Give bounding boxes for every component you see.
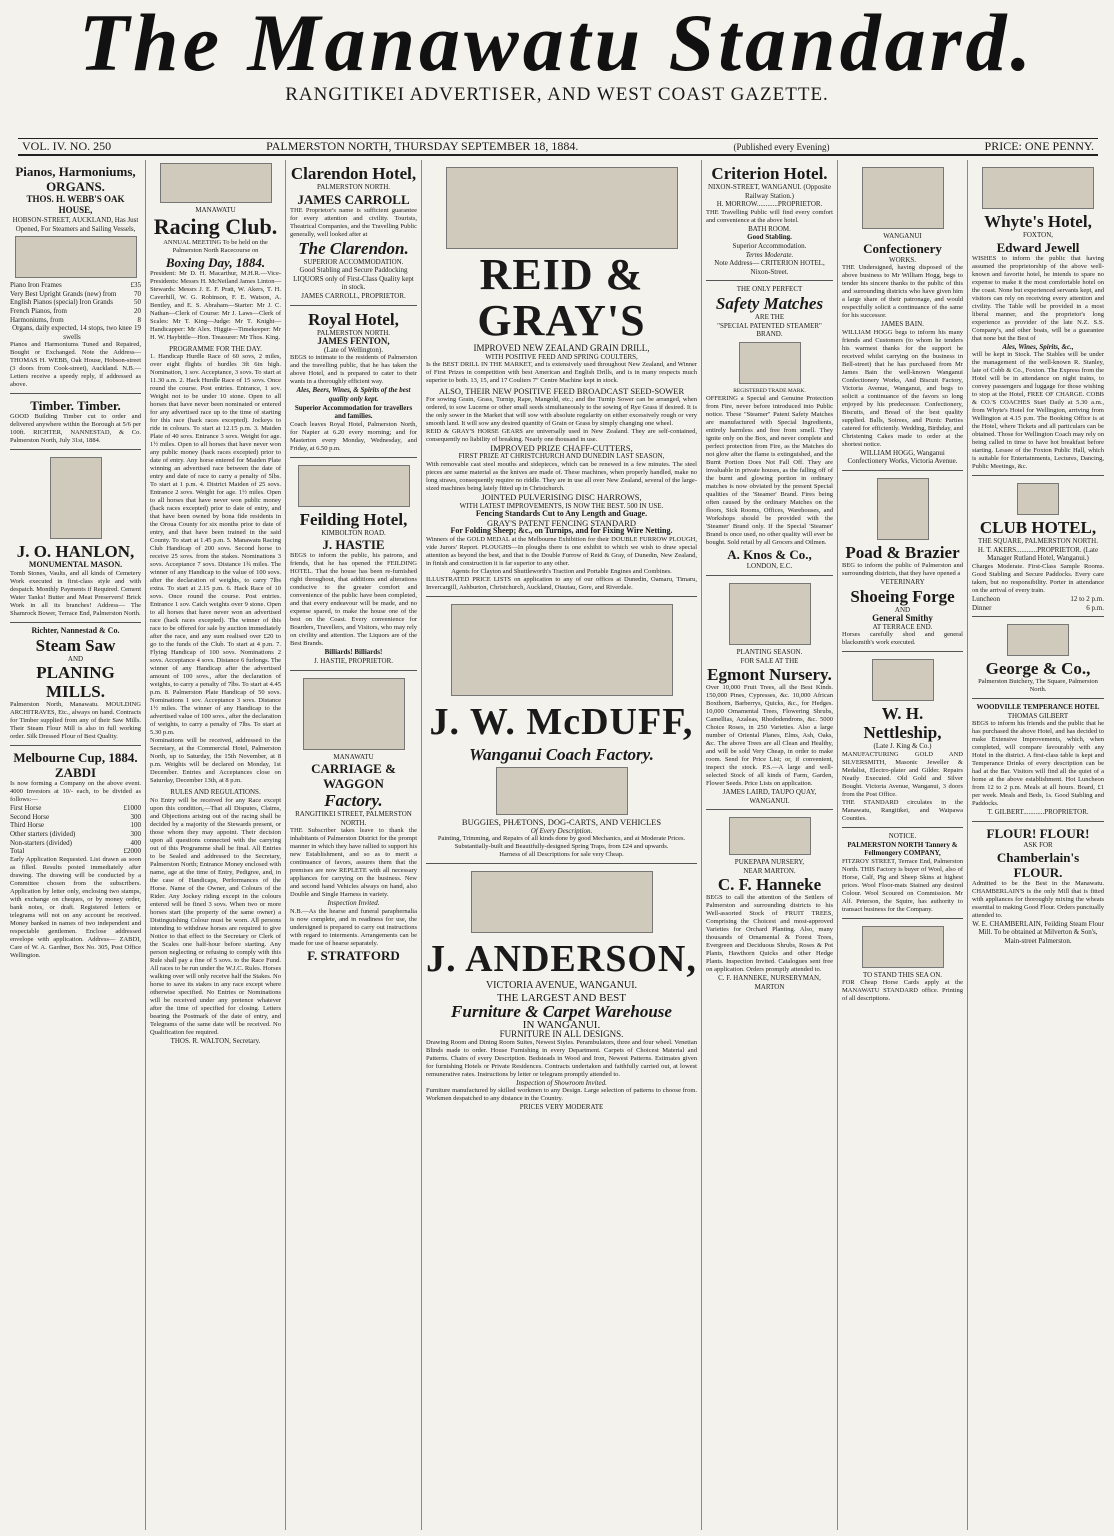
clarendon-line-2: Good Stabling and Secure Paddocking	[299, 266, 408, 275]
carriage-sign: F. STRATFORD	[307, 947, 400, 963]
poad-vet: VETERINARY	[880, 577, 925, 586]
zabdi-prize-list	[10, 804, 141, 856]
woodville-sign: T. GILBERT............PROPRIETOR.	[987, 808, 1089, 817]
criterion-addr2: Note Address— CRITERION HOTEL, Nixon-Street.	[714, 259, 825, 276]
racing-officers: President: Mr D. H. Macarthur, M.H.R.—Vice-Presidents: Messrs H. McNeiland James Linton—Stewards: Messrs J. E. F. Pratt, W. Akers, T. H. Caverhill, W. G. Robinson, F. E. Watson, A. Bentley, and E. S. Abraham—Starter: Mr J. C. Nathan—Clerk of Course: Mr J. Laws—Clerk of Scales: Mr T. King—Judge: Mr T. Knight—Handicapper: Mr Alex. Higgie—Timekeeper: Mr H. W. Haybittle—Hon. Treasurer: Mr Thos. King.	[150, 269, 281, 341]
reid-chaff: IMPROVED PRIZE CHAFF-CUTTERS,	[490, 442, 633, 453]
hanlon-text: Tomb Stones, Vaults, and all kinds of Cemetery Work executed in first-class style and with despatch. Monthly Payments if Required. Cement Water Tanks! Butter and Meat Preservers! Brick Work in all its branches! Address— The Shamrock Bower, Terrace End, Palmerston North.	[10, 569, 141, 617]
columns	[6, 160, 1108, 1530]
criterion-prop: H. MORROW............PROPRIETOR.	[716, 200, 823, 209]
feilding-billiards: Billiards! Billiards!	[324, 648, 383, 657]
anderson-l3: IN WANGANUI.	[522, 1019, 601, 1032]
egmont-text: Over 10,000 Fruit Trees, all the Best Kinds. 150,000 Pines, Cypresses, &c. 10,000 African Boxthorn, Barberrys, Quicks, &c., for Hedges. 10,000 Ornamental Trees, Flowering Shrubs, Camellias, Azaleas, Rhododendrons, &c. 5000 Choice Roses, in 250 Varieties. Also a large number of Oriental Planes, Elms, Ash, Oaks, &c. The above Trees are all Clean and Healthy, and will be sold Very Cheap, in order to make room. Send for Price List; or, if convenient, inspect the stock. P.S.—A large and well-selected Stock of all kinds of Farm, Garden, Flower Seeds. Price Lists on application.	[706, 684, 833, 788]
royal-ad	[290, 306, 417, 458]
price-row-item: Harmoniums, from	[10, 315, 64, 324]
rules-head: RULES AND REGULATIONS.	[170, 788, 261, 797]
timber-head: Timber. Timber.	[30, 398, 121, 414]
pukepapa-name: C. F. Hanneke	[717, 875, 822, 895]
criterion-line-3: Superior Accommodation.	[732, 241, 807, 250]
criterion-text: THE Travelling Public will find every comfort and convenience at the above hotel.	[706, 208, 833, 224]
carriage-invite: Inspection Invited.	[327, 899, 380, 908]
tannery-head: PALMERSTON NORTH Tannery & Fellmongery COMPANY,	[847, 840, 958, 858]
clock-illustration	[872, 659, 934, 701]
carriage-small: MANAWATU	[333, 752, 374, 761]
reid-fold: For Folding Sheep; &c., on Turnips, and for Fixing Wire Netting.	[450, 526, 673, 536]
nettleship-head: W. H. Nettleship,	[863, 704, 942, 743]
price-row-item: Other starters (divided)	[10, 829, 76, 838]
price-row-value: 8	[137, 315, 141, 324]
price-row	[10, 324, 141, 341]
nettleship-late: (Late J. King & Co.)	[873, 742, 932, 751]
price-row-item: Third Horse	[10, 821, 45, 830]
carriage-head2: Factory.	[324, 791, 383, 811]
tannery-text: FITZROY STREET, Terrace End, Palmerston North. THIS Factory is buyer of Wool, also of Horse, Calf, Pig and Sheep Skins at highest prices. Wool Floor-mats Stained any desired Colour. Wool Scoured on Commission. Mr Alf. Peterson, the Squire, has authority to transact business for the Company.	[842, 857, 963, 913]
price-row-item: Organs, daily expected, 14 stops, two knee swells	[12, 324, 132, 341]
sawmill-text: Palmerston North, Manawatu. MOULDING ARCHITRAVES, Etc., always on hand. Contracts for Timber supplied from any of their Saw Mills. Their Steam Flour Mill is also in full working order. Silk Dressed Flour of Best Quality.	[10, 701, 141, 741]
price-row	[972, 604, 1104, 613]
plants-illustration	[729, 583, 811, 645]
sawmill-and: AND	[67, 654, 84, 663]
confectionery-works: WORKS.	[888, 255, 917, 264]
feilding-text: BEGS to inform the public, his patrons, and friends, that he has opened the FEILDING HOTEL. That the house has been re-furnished right throughout, that additions and alterations conducive to the greater comfort and convenience of the public have been completed, and that every endeavour will be made, and no expense spared, to make the house one of the best on the Coast. Every convenience for Boarders, Travellers, and Visitors, who may rely on civility and attention. The Liquors are of the Best Brands.	[290, 552, 417, 648]
masthead-subtitle: RANGITIKEI ADVERTISER, AND WEST COAST GAZETTE.	[285, 84, 829, 105]
confectionery-sign-2: WILLIAM HOGG, Wanganui Confectionery Works, Victoria Avenue.	[847, 448, 958, 466]
price-row-item: Second Horse	[10, 812, 50, 821]
mcduff-list: BUGGIES, PHÆTONS, DOG-CARTS, AND VEHICLES	[461, 816, 662, 827]
column-6	[838, 160, 968, 1530]
coach-illustration	[982, 167, 1094, 209]
woodville-head: WOODVILLE TEMPERANCE HOTEL	[976, 703, 1100, 712]
price: PRICE: ONE PENNY.	[984, 139, 1094, 153]
racing-meeting: ANNUAL MEETING To be held on the Palmerston North Racecourse on	[163, 238, 268, 254]
flour-ask: ASK FOR	[1023, 840, 1053, 849]
poad-forge: Shoeing Forge	[850, 586, 955, 606]
reid-chaff-text: With removable cast steel mouths and sidepieces, which can be renewed in a few minutes. The steel pieces are same material as the knives are made of. These machines, when properly handled, make no long straws, consequently require no riddle. They are in use all over New Zealand, several of the large-sized machines being lately fitted up in Christchurch.	[426, 460, 697, 492]
price-row-value: 20	[134, 306, 141, 315]
egmont-pre: PLANTING SEASON.	[736, 647, 803, 656]
george-text: Palmerston Butchery, The Square, Palmerston North.	[978, 678, 1098, 694]
price-row-value: 100	[130, 821, 141, 830]
price-row-value: £2000	[123, 847, 141, 856]
whytes-owner: Edward Jewell	[996, 239, 1080, 255]
tannery-notice: NOTICE.	[888, 831, 917, 840]
price-row-item: English Pianos (special) Iron Grands	[10, 298, 114, 307]
price-row-value: 400	[130, 838, 141, 847]
column-7	[968, 160, 1108, 1530]
mcduff-sub: Wanganui Coach Factory.	[469, 744, 654, 764]
price-row-item: French Pianos, from	[10, 306, 67, 315]
price-row	[10, 813, 141, 822]
webb-addr: HOBSON-STREET, AUCKLAND, Has Just Opened, For Steamers and Sailing Vessels,	[12, 216, 139, 233]
price-row-value: 300	[130, 829, 141, 838]
reid-gears: REID & GRAY'S HORSE GEARS are universally used in New Zealand. They are self-contained, consequently no liability of breaking. Nearly one thousand in use.	[426, 427, 697, 443]
clarendon-text: THE Proprietor's name is sufficient guarantee for every attention and civility. Tourists, Theatrical Companies, and the Travelling Public generally, well looked after at	[290, 206, 417, 238]
seed-drill-illustration	[446, 167, 678, 249]
pukepapa-head: PUKEPAPA NURSERY,	[734, 858, 805, 867]
pukepapa-ad	[706, 810, 833, 995]
clydesdale-illustration	[862, 926, 944, 968]
carriage-head: CARRIAGE & WAGGON	[311, 761, 396, 792]
horse-cards-ad	[842, 919, 963, 1008]
zabdi-text: Is now forming a Company on the above event. 4000 Investors at 10/- each, to be divided as follows:—	[10, 780, 141, 804]
george-ad	[972, 617, 1104, 699]
anderson-l4: FURNITURE IN ALL DESIGNS.	[499, 1028, 624, 1039]
confectionery-ad	[842, 160, 963, 471]
clarendon-line-1: SUPERIOR ACCOMMODATION.	[303, 257, 404, 266]
sawmill-firm: Richter, Nannestad & Co.	[31, 625, 120, 635]
nominations-text: Nominations will be received, addressed to the Secretary, at the Commercial Hotel, Palmerston North, up to Saturday, the 15th November, at 8 p.m. Weights will be declared on Monday, 1st December. Entries and Acceptances close on Saturday, December 13th, at 8 p.m.	[150, 737, 281, 785]
confectionery-head: Confectionery	[863, 240, 942, 256]
steamer-trademark-illustration	[739, 342, 801, 384]
standard-circulation: THE STANDARD circulates in the Manawatu, Rangitikei, and Waipawa Counties.	[842, 798, 963, 822]
price-row-value: 50	[134, 298, 141, 307]
webb-ad	[10, 160, 141, 394]
whytes-place: FOXTON,	[1022, 231, 1053, 239]
racing-date: Boxing Day, 1884.	[165, 254, 266, 270]
column-2	[146, 160, 286, 1530]
zabdi-ad	[10, 746, 141, 964]
matches-text: OFFERING a Special and Genuine Protection from Fire, never before introduced into Public notice. These "Steamer" Patent Safety Matches are manufactured with Special Ingredients, entirely harmless and free from smell. They ignite only on the Box, and never complete and perfect protection from Fire, as the Matches do not glow after the flame is extinguished, and the Burnt Portion Does Not Fall Off. They are invaluable in private houses, as the falling off of the burnt and glowing portion in ordinary matches is now obviated by the present Special qualities of the 'Steamer' Brand. Fires being often caused by the ordinary Matches on the floors, Sick Rooms, Offices, Warehouses, and Workshops should be provided with the 'Steamer' Brand only. If the Special 'Steamer' Brand is once used, no other quality will ever be bought. Sold retail by all Grocers and Oilmen.	[706, 395, 833, 547]
matches-pre: THE ONLY PERFECT	[736, 285, 803, 294]
royal-coach: Coach leaves Royal Hotel, Palmerston North, for Napier at 6.20 every morning; and for Masterton every Monday, Wednesday, and Friday, at 6.50 p.m.	[290, 420, 417, 452]
price-row-value: 300	[130, 812, 141, 821]
poad-foot: Horses carefully shod and general blacksmith's work executed.	[842, 631, 963, 647]
anderson-invite: Inspection of Showroom Invited.	[516, 1078, 607, 1087]
monument-illustration	[50, 457, 102, 539]
ship-illustration	[15, 236, 137, 278]
feilding-ad	[290, 458, 417, 671]
horse-cards-pre: TO STAND THIS SEA ON.	[862, 970, 943, 979]
price-row-item: Dinner	[972, 603, 992, 612]
anderson-foot: Furniture manufactured by skilled workmen to any Design. Large selection of patterns to choose from. Workmen despatched to any distance in the Country.	[426, 1087, 697, 1103]
criterion-line-1: BATH ROOM.	[748, 224, 791, 233]
frequency: (Published every Evening)	[733, 141, 830, 152]
royal-owner: JAMES FENTON,	[317, 336, 390, 347]
club-place: THE SQUARE, PALMERSTON NORTH.	[978, 537, 1098, 546]
feilding-head: Feilding Hotel,	[299, 509, 408, 529]
flour-sign: W. E. CHAMBERLAIN, Feilding Steam Flour Mill. To be obtained at Milverton & Son's, Main-street Palmerston.	[972, 919, 1104, 945]
masthead	[0, 0, 1114, 108]
webb-name: THOS. H. WEBB'S OAK HOUSE,	[26, 194, 125, 215]
programme-head: PROGRAMME FOR THE DAY.	[169, 344, 262, 353]
matches-head: Safety Matches	[715, 293, 824, 313]
club-times	[972, 595, 1104, 612]
price-row	[10, 307, 141, 316]
price-row-value: £1000	[123, 804, 141, 813]
carriage-addr: RANGITIKEI STREET, PALMERSTON NORTH.	[295, 810, 412, 827]
programme-text: 1. Handicap Hurdle Race of 60 sovs, 2 miles, over eight flights of hurdles 3ft 6in high. Nomination, 1 sov. Acceptance, 3 sovs. To start at 11.30 a.m. 2. Hack Hurdle Race of 15 sovs. Once round the course. Post entries. Entrance, 1 sov. Weight not to be under 10 stone. Open to all horses that have never been nominated or entered for any advertised race up to the time of starting for this race (hack races excepted). Jockeys to ride in colours. To start at 12.15 p.m. 3. Maiden Plate of 40 sovs. Entrance 3 sovs. Weight for age. 1½ miles. Open to all horses that have never won any public money (hack races excepted) prior to date of entry. Any horse entered for Maiden Plate winning an advertised race between the date of entry and date of race to carry a penalty of 5lbs. To start at 1 p.m. 4. District Maiden of 25 sovs. Entrance 2 sovs. Weight for age. 1½ miles. Open to all horses that have never won public money (hack races excepted) prior to date of entry, and that have been owned by bona fide residents in the Oroua County for six months prior to date of entry, and that have been trained in the said County. To start at 1.45 p.m. 5. Manawatu Racing Club Handicap of 200 sovs. Second horse to receive 25 sovs. from the stakes. Nominations 3 sovs. Acceptance 7 sovs. Distance 1¾ miles. The winner of any Handicap to the value of 100 sovs. after the declaration of weights, to carry 7lbs extra. To start at 2.15 p.m. 6. Hack Race of 10 sovs. Once round the course. Post entries. Entrance 1 sov. Catch weights over 9 stone. Open to all horses that have never won an advertised race (hack races excepted). The winner of this race to be offered for sale by auction immediately after the race, and any sum realised over £20 to go to the funds of the Club. To start at 4 p.m. 7. Flying Handicap of 100 sovs. Nominations 2 sovs. Acceptance 4 sovs. Distance 6 furlongs. The winner of any Handicap after the advertised amount of 100 sovs., after the declaration of weights, to carry a penalty of 7lbs. To start at 4.45 p.m. 8. Palmerston Plate Handicap of 50 sovs. Nominations 1 sov. Acceptance 3 sovs. Distance 1½ miles. The winner of any Handicap to the advertised value of 100 sovs., after the declaration of weights, to carry a penalty of 7lbs. To start at 5.30 p.m.	[150, 353, 281, 737]
masthead-title: The Manawatu Standard.	[78, 0, 1036, 88]
pukepapa-text: BEGS to call the attention of the Settlers of Palmerston and surrounding districts to his Well-assorted Stock of FRUIT TREES, Comprising the Choicest and most-approved Varieties for Orchard Planting. Also, many thousands of Ornamental & Forest Trees, Evergreen and Deciduous Shrubs, Roses & Pot Plants, Hawthorn Quicks and other Hedge Plants. Inspection Invited. Catalogues sent free on application. Orders promptly attended to.	[706, 894, 833, 974]
price-row	[10, 847, 141, 856]
reid-lists: ILLUSTRATED PRICE LISTS on application to any of our offices at Dunedin, Oamaru, Timaru, Invercargill, Ashburton, Christchurch, Auckland, Otautau, Gore, and Riverdale.	[426, 575, 697, 591]
horse-cards-text: FOR Cheap Horse Cards apply at the MANAWATU STANDARD office. Printing of all descriptions.	[842, 979, 963, 1003]
webb-head: Pianos, Harmoniums, ORGANS.	[15, 164, 136, 194]
clarendon-owner: JAMES CARROLL	[297, 191, 410, 207]
feilding-road: KIMBOLTON ROAD.	[321, 528, 386, 537]
price-row	[10, 830, 141, 839]
column-4	[422, 160, 702, 1530]
zabdi-name: ZABDI	[54, 765, 97, 781]
mcduff-ad	[426, 597, 697, 864]
woodville-text: BEGS to inform his friends and the public that he has purchased the above Hotel, and has decided to make Extensive Improvements, which, when completed, will compare favourably with any Hotel in the district. A first-class table is kept and Temperance Drinks of every description can be had at the Bar. Visitors will find all the quiet of a home at the above establishment. Hot Luncheon from 12 to 2 p.m. Meals at all hours. Board, £1 per week. Meals and Beds, 1s. Good Stabling and Paddocks.	[972, 720, 1104, 808]
anderson-head: J. ANDERSON,	[426, 938, 697, 981]
chamberlain-ad	[972, 822, 1104, 949]
royal-head: Royal Hotel,	[308, 309, 399, 329]
price-row	[10, 821, 141, 830]
anderson-ad	[426, 864, 697, 1116]
webb-note: Pianos and Harmoniums Tuned and Repaired, Bought or Exchanged. Note the Address— THOMAS H. WEBB, Oak House, Hobson-street (3 doors from Cook-street), Auckland. N.B.—Letters receive a speedy reply, if addressed as above.	[10, 341, 141, 389]
egmont-sale: FOR SALE AT THE	[740, 656, 799, 665]
feilding-owner: J. HASTIE	[322, 537, 385, 553]
matches-are: ARE THE	[754, 312, 785, 321]
anderson-addr: VICTORIA AVENUE, WANGANUI.	[485, 980, 638, 992]
hanlon-ad	[10, 450, 141, 623]
egmont-sign: JAMES LAIRD, TAUPO QUAY, WANGANUI.	[722, 788, 817, 805]
egmont-head: Egmont Nursery.	[707, 665, 832, 685]
timber-text: GOOD Building Timber cut to order and delivered anywhere within the Borough at 5/6 per 100ft. RICHTER, NANNESTAD, & Co. Palmerston North, July 31st, 1884.	[10, 413, 141, 445]
poad-and: AND	[894, 605, 911, 614]
poad-at: AT TERRACE END.	[872, 622, 933, 631]
price-row-item: First Horse	[10, 804, 42, 813]
column-5	[702, 160, 838, 1530]
whytes-ad	[972, 160, 1104, 476]
feilding-sign: J. HASTIE, PROPRIETOR.	[313, 656, 394, 665]
horse-head-illustration	[877, 478, 929, 540]
royal-ales: Ales, Beers, Wines, & Spirits of the best quality only kept.	[296, 386, 411, 403]
mcduff-harness: Harness of all Descriptions for sale very Cheap.	[499, 851, 624, 859]
confectionery-sign-1: JAMES BAIN.	[881, 320, 924, 329]
price-row-item: Non-starters (divided)	[10, 838, 73, 847]
knos-name: A. Knos & Co.,	[727, 547, 812, 563]
royal-acc: Superior Accommodation for travellers and families.	[294, 403, 413, 421]
criterion-ad	[706, 160, 833, 281]
matches-brand: "SPECIAL PATENTED STEAMER" BRAND.	[717, 321, 822, 339]
clarendon-head: Clarendon Hotel,	[290, 164, 417, 183]
price-row-value: 70	[134, 289, 141, 298]
whytes-text: WISHES to inform the public that having assumed the proprietorship of the above well-known and favorite hotel, he intends to spare no expense to make it the most comfortable hotel on the coast. None but experienced servants kept, and visitors can rely on receiving every attention and civility. The Table will be provided in a most liberal manner, and the proprietor's long experience as provider of the late N.Z. S.S. Company's, and other boats, will be a guarantee that none but the Best of	[972, 254, 1104, 342]
price-row-item: Very Best Upright Grands (new) from	[10, 289, 117, 298]
racing-sign: THOS. R. WALTON, Secretary.	[170, 1036, 261, 1045]
poad-brazier-ad	[842, 471, 963, 652]
price-row	[10, 804, 141, 813]
hanlon-trade: MONUMENTAL MASON.	[28, 560, 123, 570]
poad-smithy: General Smithy	[872, 613, 933, 624]
whytes-ales: Ales, Wines, Spirits, &c.,	[1002, 342, 1074, 351]
reid-sower: For sowing Grain, Grass, Turnip, Rape, Mangold, etc.; and the Turnip Sower can be arranged, when ordered, to sow Lucerne or other small seeds simultaneously to the sowing of Rye Grass if desired. It is the only sower in the Market that will sow with absolute regularity on either excessively rough or very smooth land. It will sow any desired quantity of Grain or Grass by simply changing one wheel.	[426, 395, 697, 427]
reid-chaff2: FIRST PRIZE AT CHRISTCHURCH AND DUNEDIN LAST SEASON,	[458, 452, 665, 461]
column-1	[6, 160, 146, 1530]
anderson-l1: THE LARGEST AND BEST	[496, 991, 627, 1004]
criterion-line-2: Good Stabling.	[747, 233, 792, 242]
tannery-ad	[842, 828, 963, 919]
column-3	[286, 160, 422, 1530]
poad-head: Poad & Brazier	[845, 542, 960, 562]
pukepapa-sign: C. F. HANNEKE, NURSERYMAN, MARTON	[718, 974, 821, 992]
criterion-addr: NIXON-STREET, WANGANUI. (Opposite Railway Station.)	[707, 183, 831, 200]
reid-with: WITH POSITIVE FEED AND SPRING COULTERS,	[485, 352, 638, 361]
reid-head: REID & GRAY'S	[477, 250, 646, 345]
criterion-line-4: Terms Moderate.	[745, 250, 794, 259]
club-head: CLUB HOTEL,	[979, 518, 1097, 538]
reid-fence: Fencing Standards Cut to Any Length and Guage.	[475, 509, 648, 519]
reid-agents: Agents for Clayton and Shuttleworth's Traction and Portable Engines and Combines.	[451, 567, 672, 575]
royal-late: (Late of Wellington).	[324, 345, 383, 354]
carriage-ad	[290, 671, 417, 967]
flour-pre: FLOUR! FLOUR!	[986, 825, 1090, 841]
reid-patent: GRAY'S PATENT FENCING STANDARD	[486, 517, 637, 528]
whytes-text-2: will be kept in Stock. The Stables will be under the management of the well-known R. Stanley, late of Cobb & Co., Foxton. The Express from the Hotel will be in attendance on night trains, to convey passengers and luggage for those wishing to stop at the Hotel, FREE OF CHARGE. COBB & CO.'S COACHES Start Daily at 5.30 a.m., from Whyte's Hotel for Wellington, arriving from Wellington at 4.15 p.m. The Booking Office is at the Hotel, where Tickets and all particulars can be obtained. Those for Wellington Coach may rely on being called in time to have hot breakfast before starting. Lessee of the Foxton Public Hall, which is suitable for Entertainments, Lectures, Dancing, Public Meetings, &c.	[972, 351, 1104, 471]
confectionery-text: THE Undersigned, having disposed of the above business to Mr William Hogg, begs to tender his sincere thanks to the public of this and surrounding districts who have given him a large share of their patronage, and would respectfully solicit a continuance of the same for his successor.	[842, 264, 963, 320]
reid-sub: IMPROVED NEW ZEALAND GRAIN DRILL,	[473, 343, 650, 353]
criterion-head: Criterion Hotel.	[711, 164, 828, 183]
price-row	[10, 281, 141, 290]
dateline	[18, 138, 1098, 156]
flour-text: Admitted to be the Best in the Manawatu. CHAMBERLAIN'S is the only Mill that is fitted with appliances for thoroughly mixing the wheats essential to making Good Flour. Orders punctually attended to.	[972, 879, 1104, 919]
nettleship-text: MANUFACTURING GOLD AND SILVERSMITH, Masonic Jeweller & Medalist, Electro-plater and Gilder. Repairs Neatly Executed. Old Gold and Silver Bought. Victoria Avenue, Wanganui, 3 doors from the Post Office.	[842, 750, 963, 798]
mcduff-springs: Substantially-built and Beautifully-designed Spring Traps, from £24 and upwards.	[454, 843, 669, 851]
rules-text: No Entry will be received for any Race except upon this condition,—That all Disputes, Claims, and Objections arising out of the racing shall be decided by a majority of the Stewards present, or those whom they may appoint. Their decision upon all questions connected with the carrying out of this Programme shall be final. All Entries to be Sealed and addressed to the Secretary, Palmerston North; Entrance Money enclosed with name, age at the time of Entry, Pedigree, and, in the case of Handicaps, Performances of the Horse. Name of the Owner, and Colours of the Rider. Any Jockey riding except in the colours entered will be fined 3 sovs. When two or more horses start (the property of the same owner) a Distinguishing Colour must be worn. All persons intending to withdraw horses are required to give Notice to that effect to the Secretary or Clerk of the Scales one half-hour before starting. Any person neglecting or refusing to comply with this Rule shall pay a fine of 5 sovs. to the Race Fund. All races to be run under the W.J.C. Rules. Horses walking over will only receive half the Stakes. No horse to save its stakes in any race except where otherwise specified. No Entries or Nominations will be received under any pretence whatever after the time of specified for closing. Letters bearing the Postmark of the date of entry, and Telegrams of the same date will be received. No Qualification fee required.	[150, 796, 281, 1036]
zabdi-foot: Early Application Requested. List drawn as soon as filled. Results posted immediately after drawing. The drawing will be conducted by a Committee chosen from the subscribers. Application by letter only, enclosing two stamps, with exchange on cheques, or by money order, bank notes, or draft. Registered letters or telegrams will not on any account be received. Money banked in names of two independent and respectable gentlemen. Enclose addressed envelope with application. Address— ZABDI, Care of W. A. Gardner, Box No. 305, Post Office Wellington.	[10, 855, 141, 959]
pukepapa-near: NEAR MARTON.	[743, 866, 796, 875]
matches-tm: REGISTERED TRADE MARK.	[733, 387, 806, 394]
price-row-value: 19	[134, 324, 141, 333]
buggy-illustration	[451, 604, 673, 696]
clarendon-sign: JAMES CARROLL, PROPRIETOR.	[301, 291, 406, 300]
webb-price-list	[10, 281, 141, 341]
racehorse-illustration	[160, 163, 272, 203]
price-row	[10, 290, 141, 299]
price-row-value: 6 p.m.	[1086, 603, 1104, 612]
sawmill-ad	[10, 623, 141, 746]
carriage-text: THE Subscriber takes leave to thank the inhabitants of Palmerston District for the prompt manner in which they have rallied to support his new Establishment, and so as to merit a continuance of favors, assures them that the premises are now REPLETE with all necessary appliances for carrying on the business. New and second hand Vehicles always on hand, also Double and Single Harness in variety.	[290, 827, 417, 899]
furniture-illustration	[471, 871, 653, 933]
price-row-value: 12 to 2 p.m.	[1070, 594, 1104, 603]
billiards-illustration	[298, 465, 410, 507]
reid-disc: JOINTED PULVERISING DISC HARROWS,	[481, 491, 642, 502]
price-row	[10, 298, 141, 307]
bull-illustration	[1007, 624, 1069, 656]
reid-disc2: WITH LATEST IMPROVEMENTS, IS NOW THE BEST. 500 IN USE.	[459, 501, 664, 510]
reid-gold: Winners of the GOLD MEDAL at the Melbourne Exhibition for their DOUBLE FURROW PLOUGH, vide Jurors' Report. PLOUGHS—In ploughs there is one exhibit to which we wish to draw special attention as beyond the best, and that is the Double Furrow of Reid & Gray, of Dunedin, New Zealand, in finish and construction it is far superior to any other.	[426, 535, 697, 567]
timber-ad	[10, 394, 141, 450]
nettleship-ad	[842, 652, 963, 828]
mcduff-head: J. W. McDUFF,	[429, 700, 694, 743]
club-prop: H. T. AKERS............PROPRIETOR. (Late Manager Rutland Hotel, Wanganui.)	[977, 545, 1099, 563]
cottage-illustration	[729, 817, 811, 855]
factory-illustration	[496, 767, 628, 815]
wheatsheaf-illustration	[862, 167, 944, 229]
clarendon-name: The Clarendon.	[298, 238, 409, 258]
flour-head: Chamberlain's FLOUR.	[996, 849, 1080, 880]
price-row	[10, 839, 141, 848]
zabdi-head: Melbourne Cup, 1884.	[13, 750, 138, 766]
sawmill-head2: PLANING MILLS.	[36, 663, 115, 702]
place-date: PALMERSTON NORTH, THURSDAY SEPTEMBER 18, 1884.	[266, 139, 579, 153]
poad-text: BEG to inform the public of Palmerston and surrounding districts, that they have opened a	[842, 561, 963, 577]
anderson-text: Drawing Room and Dining Room Suites, Newest Styles. Perambulators, three and four wheel. Venetian Blinds made to order. House Furnishing in every Department. Carpets of Choicest Material and Patterns. Chairs of every Description. Bedsteads in Wood and Iron, Newest Patterns. Estimates given for furnishing Hotels or Private Residences. Contracts undertaken and faithfully carried out, at lowest remunerative rates. Instructions by letter or telegram promptly attended to.	[426, 1038, 697, 1078]
club-hotel-ad	[972, 476, 1104, 617]
mcduff-every: Of Every Description.	[530, 826, 593, 835]
club-text: Charges Moderate. First-Class Sample Rooms. Good Stabling and Secure Paddocks. Every care taken, but no responsibility. Porter in attendance on the arrival of every train.	[972, 562, 1104, 594]
confectionery-text-2: WILLIAM HOGG begs to inform his many friends and Customers (to whom he tenders his warmest thanks for the support he received whilst carrying on the business in Bell-street) that he has purchased from Mr James Bain the well-known Wanganui Confectionery Works, And Biscuit Factory, Victoria Avenue, Wanganui, and begs to solicit a continuance of the favors so long enjoyed by his predecessor. Confectionery, Biscuits, and Bread of the best quality supplied. Balls, Soirees, and Picnic Parties catered for efficiently. Wedding, Birthday, and Christening Cakes made to order at the shortest notice.	[842, 328, 963, 448]
price-row-item: Total	[10, 847, 25, 856]
royal-text: BEGS to intimate to the residents of Palmerston and the travelling public, that he has taken the above Hotel, and is prepared to cater to their wants in a thoroughly efficient way.	[290, 354, 417, 386]
woodville-ad	[972, 699, 1104, 822]
anderson-prices: PRICES VERY MODERATE	[519, 1103, 604, 1112]
reid-gray-ad	[426, 160, 697, 597]
clarendon-line-3: LIQUORS only of First-Class Quality kept in stock.	[293, 274, 414, 292]
egmont-ad	[706, 576, 833, 810]
racing-head: Racing Club.	[153, 213, 278, 239]
clarendon-place: PALMERSTON NORTH.	[316, 183, 391, 191]
confectionery-pre: WANGANUI	[883, 232, 922, 240]
royal-place: PALMERSTON NORTH.	[316, 328, 391, 337]
hanlon-name: J. O. HANLON,	[16, 542, 135, 562]
george-head: George & Co.,	[985, 659, 1091, 679]
reid-also: ALSO, THEIR NEW POSITIVE FEED BROADCAST SEED-SOWER	[438, 386, 685, 397]
price-row-item: Piano Iron Frames	[10, 281, 62, 290]
hearse-illustration	[303, 678, 405, 750]
racing-small: MANAWATU	[195, 206, 236, 214]
anderson-l2: Furniture & Carpet Warehouse	[451, 1002, 672, 1022]
price-row	[972, 595, 1104, 604]
woodville-owner: THOMAS GILBERT	[1007, 711, 1069, 720]
price-row-item: Luncheon	[972, 594, 1000, 603]
matches-ad	[706, 281, 833, 576]
crest-illustration	[1017, 483, 1059, 515]
whytes-head: Whyte's Hotel,	[984, 212, 1092, 231]
price-row-value: £35	[130, 281, 141, 290]
reid-text: Is the BEST DRILL IN THE MARKET, and is extensively used throughout New Zealand, and Winner of First Prizes in competition with best American and English Drills, and is in many respects much superior to both. 13, 15, and 17 Coulters 7" Centre Machine kept in stock.	[426, 361, 697, 385]
mcduff-text: Painting, Trimming, and Repairs of all kinds done by good Mechanics, and at Moderate Prices.	[437, 835, 686, 843]
carriage-nb: N.B.—As the hearse and funeral paraphernalia is now complete, and in readiness for use, the undersigned is prepared to carry out instructions with regard to interments. Arrangements can be made for use of hearse separately.	[290, 907, 417, 947]
price-row	[10, 316, 141, 325]
knos-addr: LONDON, E.C.	[746, 562, 793, 571]
clarendon-ad	[290, 160, 417, 306]
volume: VOL. IV. NO. 250	[22, 139, 112, 153]
sawmill-head: Steam Saw	[35, 635, 116, 655]
